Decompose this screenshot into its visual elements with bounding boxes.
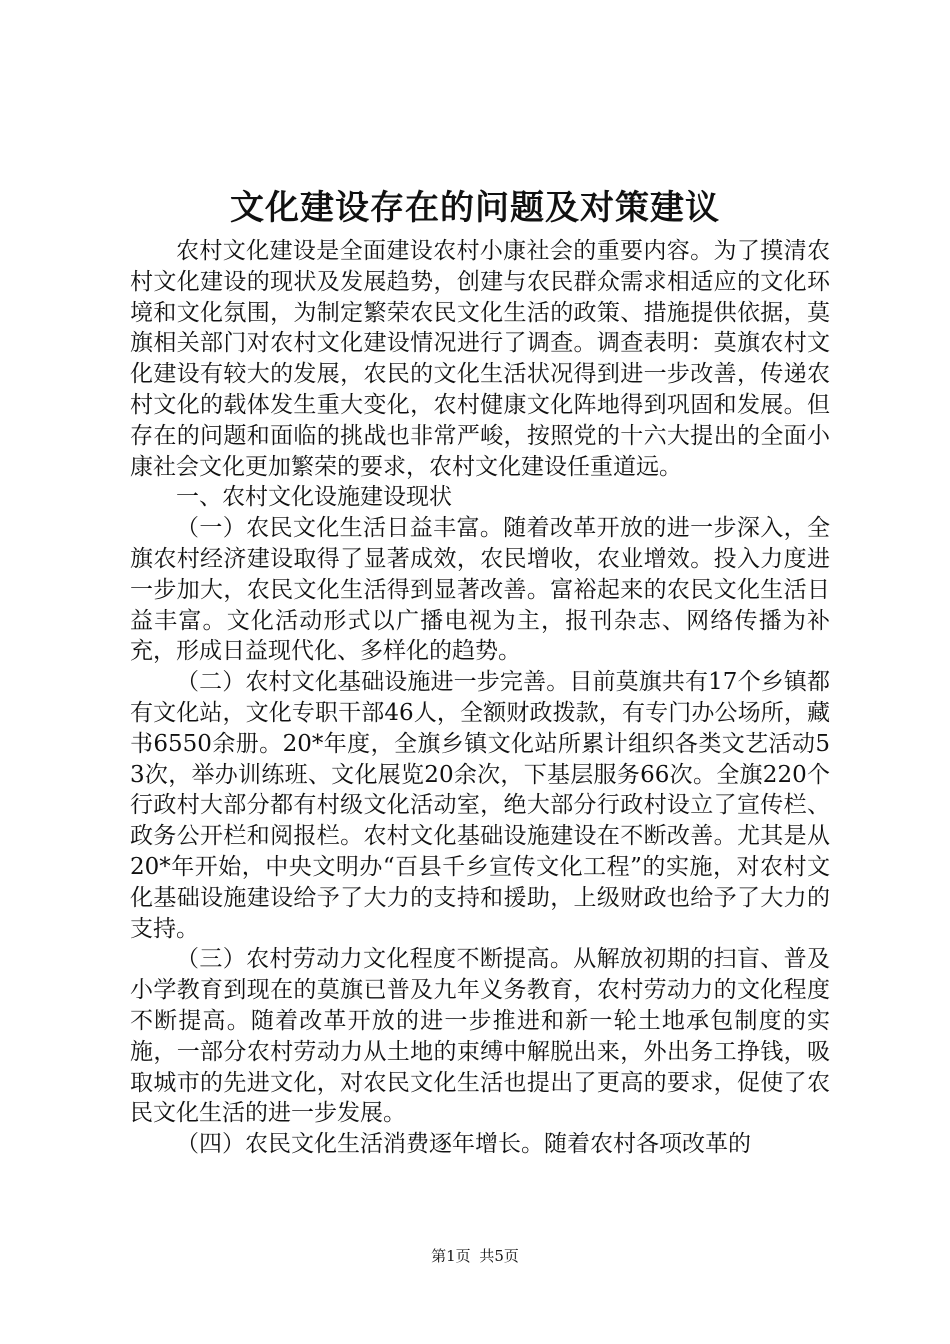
paragraph-item-2: （二）农村文化基础设施进一步完善。目前莫旗共有17个乡镇都有文化站，文化专职干部46人，全额财政拨款，有专门办公场所，藏书6550余册。20*年度，全旗乡镇文化站所累计组织各类文艺活动53次，举办训练班、文化展览20余次，下基层服务66次。全旗220个行政村大部分都有村级文化活动室，绝大部分行政村设立了宣传栏、政务公开栏和阅报栏。农村文化基础设施建设在不断改善。尤其是从20*年开始，中央文明办“百县千乡宣传文化工程”的实施，对农村文化基础设施建设给予了大力的支持和援助，上级财政也给予了大力的支持。 (130, 669, 830, 942)
intro-paragraph: 农村文化建设是全面建设农村小康社会的重要内容。为了摸清农村文化建设的现状及发展趋势，创建与农民群众需求相适应的文化环境和文化氛围，为制定繁荣农民文化生活的政策、措施提供依据，莫旗相关部门对农村文化建设情况进行了调查。调查表明：莫旗农村文化建设有较大的发展，农民的文化生活状况得到进一步改善，传递农村文化的载体发生重大变化，农村健康文化阵地得到巩固和发展。但存在的问题和面临的挑战也非常严峻，按照党的十六大提出的全面小康社会文化更加繁荣的要求，农村文化建设任重道远。 (130, 238, 830, 480)
document-body (130, 236, 830, 1160)
paragraph-item-1: （一）农民文化生活日益丰富。随着改革开放的进一步深入，全旗农村经济建设取得了显著成效，农民增收，农业增效。投入力度进一步加大，农民文化生活得到显著改善。富裕起来的农民文化生活日益丰富。文化活动形式以广播电视为主，报刊杂志、网络传播为补充，形成日益现代化、多样化的趋势。 (130, 515, 830, 665)
section-heading: 一、农村文化设施建设现状 (176, 484, 452, 511)
page-footer (0, 1246, 950, 1266)
document-title: 文化建设存在的问题及对策建议 (230, 188, 720, 228)
paragraph-item-3: （三）农村劳动力文化程度不断提高。从解放初期的扫盲、普及小学教育到现在的莫旗已普及九年义务教育，农村劳动力的文化程度不断提高。随着改革开放的进一步推进和新一轮土地承包制度的实施，一部分农村劳动力从土地的束缚中解脱出来，外出务工挣钱，吸取城市的先进文化，对农民文化生活也提出了更高的要求，促使了农民文化生活的进一步发展。 (130, 946, 830, 1127)
page-number: 第1页 (431, 1247, 471, 1265)
page-total: 共5页 (479, 1247, 519, 1265)
paragraph-item-4: （四）农民文化生活消费逐年增长。随着农村各项改革的 (176, 1131, 751, 1158)
